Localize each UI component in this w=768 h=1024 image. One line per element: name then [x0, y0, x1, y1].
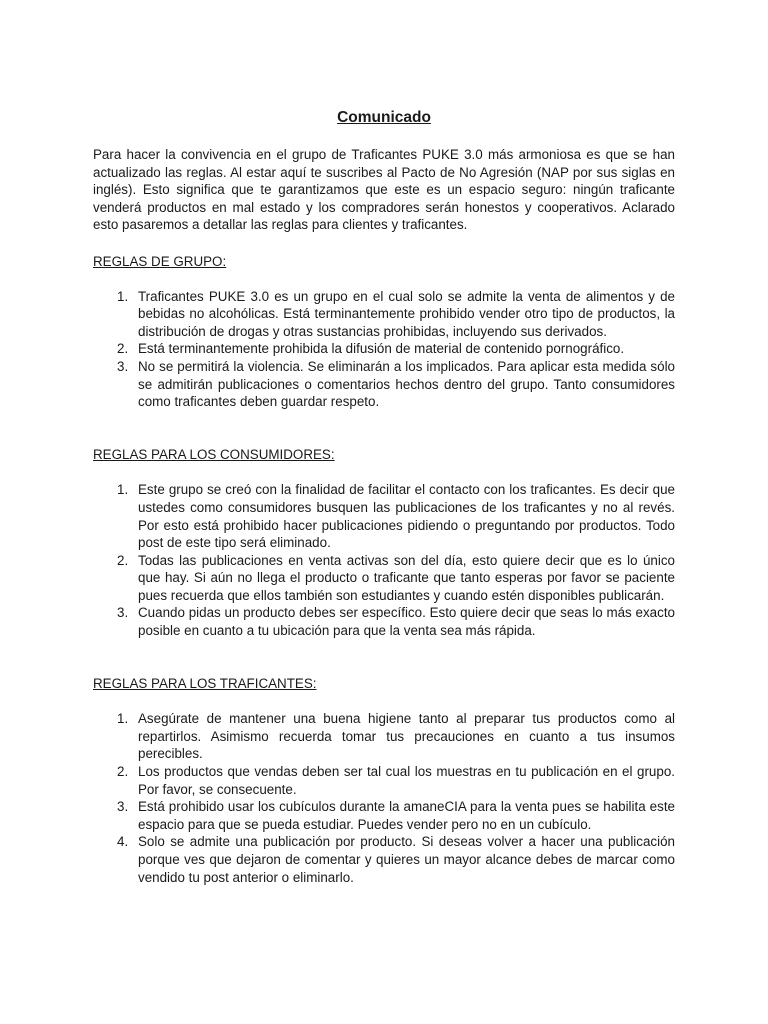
list-item-text: Todas las publicaciones en venta activas son del día, esto quiere decir que es lo único que hay. Si aún no llega el producto o traficante que tanto esperas por favor se paciente pues recuerda que ellos también son estudiantes y cuando estén disponibles publicarán.: [138, 552, 675, 603]
section-heading-consumer-rules: REGLAS PARA LOS CONSUMIDORES:: [93, 446, 335, 462]
list-item-number: 1.: [117, 482, 129, 498]
list-item-text: Traficantes PUKE 3.0 es un grupo en el cual solo se admite la venta de alimentos y de bebidas no alcohólicas. Está terminantemente prohibido vender otro tipo de productos, la distribución de drogas y otras sustancias prohibidas, incluyendo sus derivados.: [138, 288, 675, 339]
list-item: [93, 798, 675, 833]
list-item-text: Está prohibido usar los cubículos durante la amaneCIA para la venta pues se habilita este espacio para que se pueda estudiar. Puedes vender pero no en un cubículo.: [138, 799, 675, 832]
list-item-text: Los productos que vendas deben ser tal cual los muestras en tu publicación en el grupo. Por favor, se consecuente.: [138, 764, 675, 797]
list-item-number: 2.: [117, 552, 129, 568]
list-item-number: 3.: [117, 358, 129, 374]
section-heading-trafficker-rules: REGLAS PARA LOS TRAFICANTES:: [93, 675, 317, 691]
list-item-number: 4.: [117, 834, 129, 850]
list-item: [93, 288, 675, 341]
list-item-number: 2.: [117, 341, 129, 357]
list-item: [93, 340, 675, 358]
list-item-number: 2.: [117, 764, 129, 780]
document-page: [93, 108, 675, 886]
list-item-number: 1.: [117, 288, 129, 304]
group-rules-list: [93, 288, 675, 411]
list-item: [93, 358, 675, 411]
list-item: [93, 710, 675, 763]
list-item-number: 3.: [117, 605, 129, 621]
consumer-rules-list: [93, 481, 675, 639]
list-item-text: Asegúrate de mantener una buena higiene tanto al preparar tus productos como al repartirlos. Asimismo recuerda tomar tus precauciones en cuanto a tus insumos perecibles.: [138, 711, 675, 762]
section-heading-group-rules: REGLAS DE GRUPO:: [93, 253, 227, 269]
list-item: [93, 833, 675, 886]
list-item-text: No se permitirá la violencia. Se eliminarán a los implicados. Para aplicar esta medida sólo se admitirán publicaciones o comentarios hechos dentro del grupo. Tanto consumidores como traficantes deben guardar respeto.: [138, 358, 675, 410]
list-item-text: Este grupo se creó con la finalidad de facilitar el contacto con los traficantes. Es decir que ustedes como consumidores busquen las publicaciones de los traficantes y no al revés. Por esto está prohibido hacer publicaciones pidiendo o preguntando por productos. Todo post de este tipo será eliminado.: [138, 482, 675, 551]
list-item-number: 3.: [117, 799, 129, 815]
trafficker-rules-list: [93, 710, 675, 886]
intro-paragraph: Para hacer la convivencia en el grupo de Traficantes PUKE 3.0 más armoniosa es que se han actualizado las reglas. Al estar aquí te suscribes al Pacto de No Agresión (NAP por sus siglas en inglés). Esto significa que te garantizamos que este es un espacio seguro: ningún traficante venderá productos en mal estado y los compradores serán honestos y cooperativos. Aclarado esto pasaremos a detallar las reglas para clientes y traficantes.: [93, 147, 675, 233]
document-title: Comunicado: [337, 109, 431, 126]
list-item: [93, 604, 675, 639]
list-item-text: Cuando pidas un producto debes ser específico. Esto quiere decir que seas lo más exacto posible en cuanto a tu ubicación para que la venta sea más rápida.: [138, 605, 675, 639]
list-item: [93, 481, 675, 551]
list-item: [93, 763, 675, 798]
list-item-text: Solo se admite una publicación por producto. Si deseas volver a hacer una publicación porque ves que dejaron de comentar y quieres un mayor alcance debes de marcar como vendido tu post anterior o eliminarlo.: [138, 834, 675, 885]
list-item-text: Está terminantemente prohibida la difusión de material de contenido pornográfico.: [138, 341, 625, 357]
list-item-number: 1.: [117, 711, 129, 727]
list-item: [93, 552, 675, 605]
